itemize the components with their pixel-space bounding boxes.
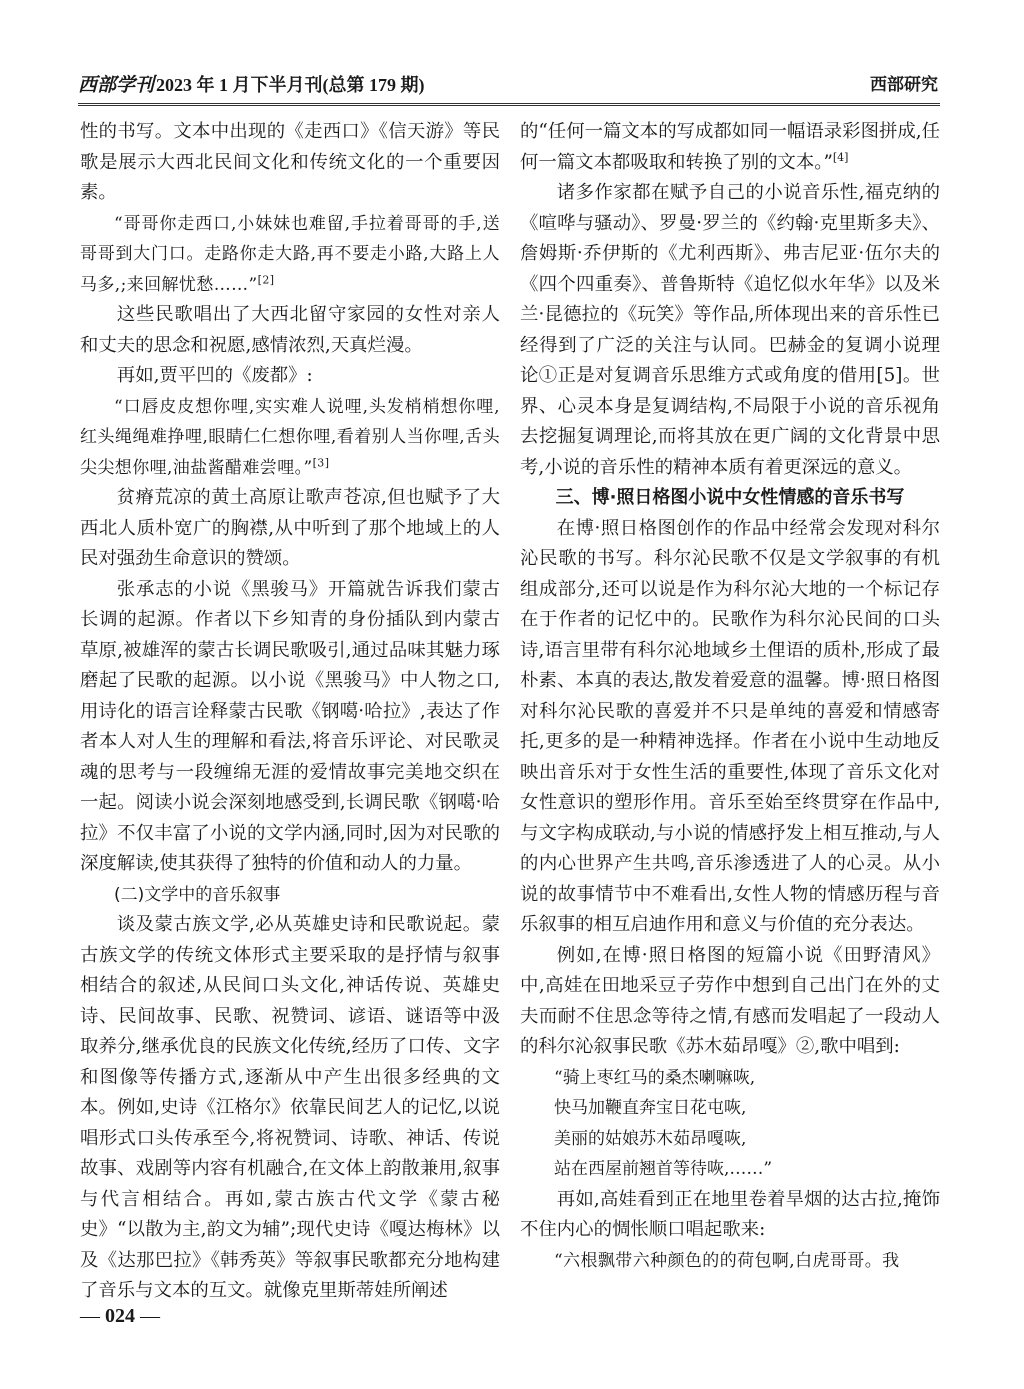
page-footer <box>80 1303 160 1329</box>
left-column <box>80 117 500 1307</box>
subsection-heading <box>80 880 500 911</box>
footer-dash-right: — <box>135 1305 160 1327</box>
footer-dash-left: — <box>80 1305 105 1327</box>
paragraph <box>80 117 500 209</box>
verse-line <box>520 1093 940 1124</box>
paragraph <box>80 483 500 575</box>
paragraph-text: “口唇皮皮想你哩,实实难人说哩,头发梢梢想你哩,红头绳绳难挣哩,眼睛仁仁想你哩,看着别人当你哩,舌头尖尖想你哩,油盐酱醋难尝哩。” <box>80 396 500 478</box>
running-header <box>78 72 938 102</box>
quoted-lyrics <box>520 1246 940 1277</box>
section-title: 西部研究 <box>870 75 938 95</box>
paragraph-text: 例如,在博·照日格图的短篇小说《田野清风》中,高娃在田地采豆子劳作中想到自己出门在外的丈夫而耐不住思念等待之情,有感而发唱起了一段动人的科尔沁叙事民歌《苏木茹昂嘎》②,歌中唱到: <box>520 944 940 1057</box>
paragraph-text: 的“任何一篇文本的写成都如同一幅语录彩图拼成,任何一篇文本都吸取和转换了别的文本。” <box>520 121 940 173</box>
paragraph-text: (二)文学中的音乐叙事 <box>114 884 281 905</box>
paragraph-text: “骑上枣红马的桑杰喇嘛咴, <box>554 1067 756 1088</box>
header-rule <box>78 103 940 106</box>
verse-line <box>520 1124 940 1155</box>
paragraph-text: 谈及蒙古族文学,必从英雄史诗和民歌说起。蒙古族文学的传统文体形式主要采取的是抒情与叙事相结合的叙述,从民间口头文化,神话传说、英雄史诗、民间故事、民歌、祝赞词、谚语、谜语等中汲取养分,继承优良的民族文化传统,经历了口传、文字和图像等传播方式,逐渐从中产生出很多经典的文本。例如,史诗《江格尔》依靠民间艺人的记忆,以说唱形式口头传承至今,将祝赞词、诗歌、神话、传说故事、戏剧等内容有机融合,在文体上韵散兼用,叙事与代言相结合。再如,蒙古族古代文学《蒙古秘史》“以散为主,韵文为辅”;现代史诗《嘎达梅林》以及《达那巴拉》《韩秀英》等叙事民歌都充分地构建了音乐与文本的互文。就像克里斯蒂娃所阐述 <box>80 914 500 1301</box>
paragraph <box>80 361 500 392</box>
verse-line <box>520 1154 940 1185</box>
paragraph-text: 再如,贾平凹的《废都》: <box>116 365 313 386</box>
paragraph <box>520 941 940 1063</box>
right-column <box>520 117 940 1276</box>
paragraph <box>520 178 940 483</box>
paragraph-text: 在博·照日格图创作的作品中经常会发现对科尔沁民歌的书写。科尔沁民歌不仅是文学叙事的有机组成部分,还可以说是作为科尔沁大地的一个标记存在于作者的记忆中的。民歌作为科尔沁民间的口头诗,语言里带有科尔沁地域乡土俚语的质朴,形成了最朴素、本真的表达,散发着爱意的温馨。博·照日格图对科尔沁民歌的喜爱并不只是单纯的喜爱和情感寄托,更多的是一种精神选择。作者在小说中生动地反映出音乐对于女性生活的重要性,体现了音乐文化对女性意识的塑形作用。音乐至始至终贯穿在作品中,与文字构成联动,与小说的情感抒发上相互推动,与人的内心世界产生共鸣,音乐渗透进了人的心灵。从小说的故事情节中不难看出,女性人物的情感历程与音乐叙事的相互启迪作用和意义与价值的充分表达。 <box>520 517 940 935</box>
paragraph <box>80 575 500 880</box>
paragraph-text: 站在西屋前翘首等待咴,……” <box>554 1159 773 1179</box>
quoted-lyrics <box>80 392 500 484</box>
citation-ref: [3] <box>312 455 330 469</box>
paragraph-text: 性的书写。文本中出现的《走西口》《信天游》等民歌是展示大西北民间文化和传统文化的一个重要因素。 <box>80 121 500 203</box>
issue-info: 2023 年 1 月下半月刊(总第 179 期) <box>156 75 425 95</box>
paragraph-text: “六根飘带六种颜色的的荷包啊,白虎哥哥。我 <box>554 1250 900 1271</box>
paragraph-text: 再如,高娃看到正在地里卷着旱烟的达古拉,掩饰不住内心的惆怅顺口唱起歌来: <box>520 1188 940 1240</box>
paragraph-text: 快马加鞭直奔宝日花屯咴, <box>554 1098 747 1118</box>
paragraph-text: 这些民歌唱出了大西北留守家园的女性对亲人和丈夫的思念和祝愿,感情浓烈,天真烂漫。 <box>80 304 500 356</box>
citation-ref: [2] <box>257 272 275 286</box>
paragraph <box>80 910 500 1307</box>
quoted-lyrics <box>80 209 500 301</box>
citation-ref: [4] <box>832 150 849 164</box>
paragraph <box>520 514 940 941</box>
paragraph-text: 贫瘠荒凉的黄土高原让歌声苍凉,但也赋予了大西北人质朴宽广的胸襟,从中听到了那个地域上的人民对强劲生命意识的赞颂。 <box>80 487 500 569</box>
journal-logo: 西部学刊 <box>78 74 155 96</box>
paragraph-text: 张承志的小说《黑骏马》开篇就告诉我们蒙古长调的起源。作者以下乡知青的身份插队到内蒙古草原,被雄浑的蒙古长调民歌吸引,通过品味其魅力琢磨起了民歌的起源。以小说《黑骏马》中人物之口,用诗化的语言诠释蒙古民歌《钢噶·哈拉》,表达了作者本人对人生的理解和看法,将音乐评论、对民歌灵魂的思考与一段缠绵无涯的爱情故事完美地交织在一起。阅读小说会深刻地感受到,长调民歌《钢噶·哈拉》不仅丰富了小说的文学内涵,同时,因为对民歌的深度解读,使其获得了独特的价值和动人的力量。 <box>80 578 500 874</box>
paragraph <box>520 1185 940 1246</box>
paragraph <box>80 300 500 361</box>
header-issue-line <box>78 72 425 98</box>
paragraph <box>520 117 940 178</box>
verse-line <box>520 1063 940 1094</box>
section-heading <box>520 483 940 514</box>
paragraph-text: 美丽的姑娘苏木茹昂嘎咴, <box>554 1128 747 1149</box>
paragraph-text: “哥哥你走西口,小妹妹也难留,手拉着哥哥的手,送哥哥到大门口。走路你走大路,再不要走小路,大路上人马多,;来回解忧愁……” <box>80 213 500 295</box>
paragraph-text: 三、博·照日格图小说中女性情感的音乐书写 <box>555 487 905 508</box>
paragraph-text: 诸多作家都在赋予自己的小说音乐性,福克纳的《喧哗与骚动》、罗曼·罗兰的《约翰·克里斯多夫》、詹姆斯·乔伊斯的《尤利西斯》、弗吉尼亚·伍尔夫的《四个四重奏》、普鲁斯特《追忆似水年华》以及米兰·昆德拉的《玩笑》等作品,所体现出来的音乐性已经得到了广泛的关注与认同。巴赫金的复调小说理论①正是对复调音乐思维方式或角度的借用[5]。世界、心灵本身是复调结构,不局限于小说的音乐视角去挖掘复调理论,而将其放在更广阔的文化背景中思考,小说的音乐性的精神本质有着更深远的意义。 <box>520 182 940 478</box>
page-number: 024 <box>105 1305 135 1327</box>
